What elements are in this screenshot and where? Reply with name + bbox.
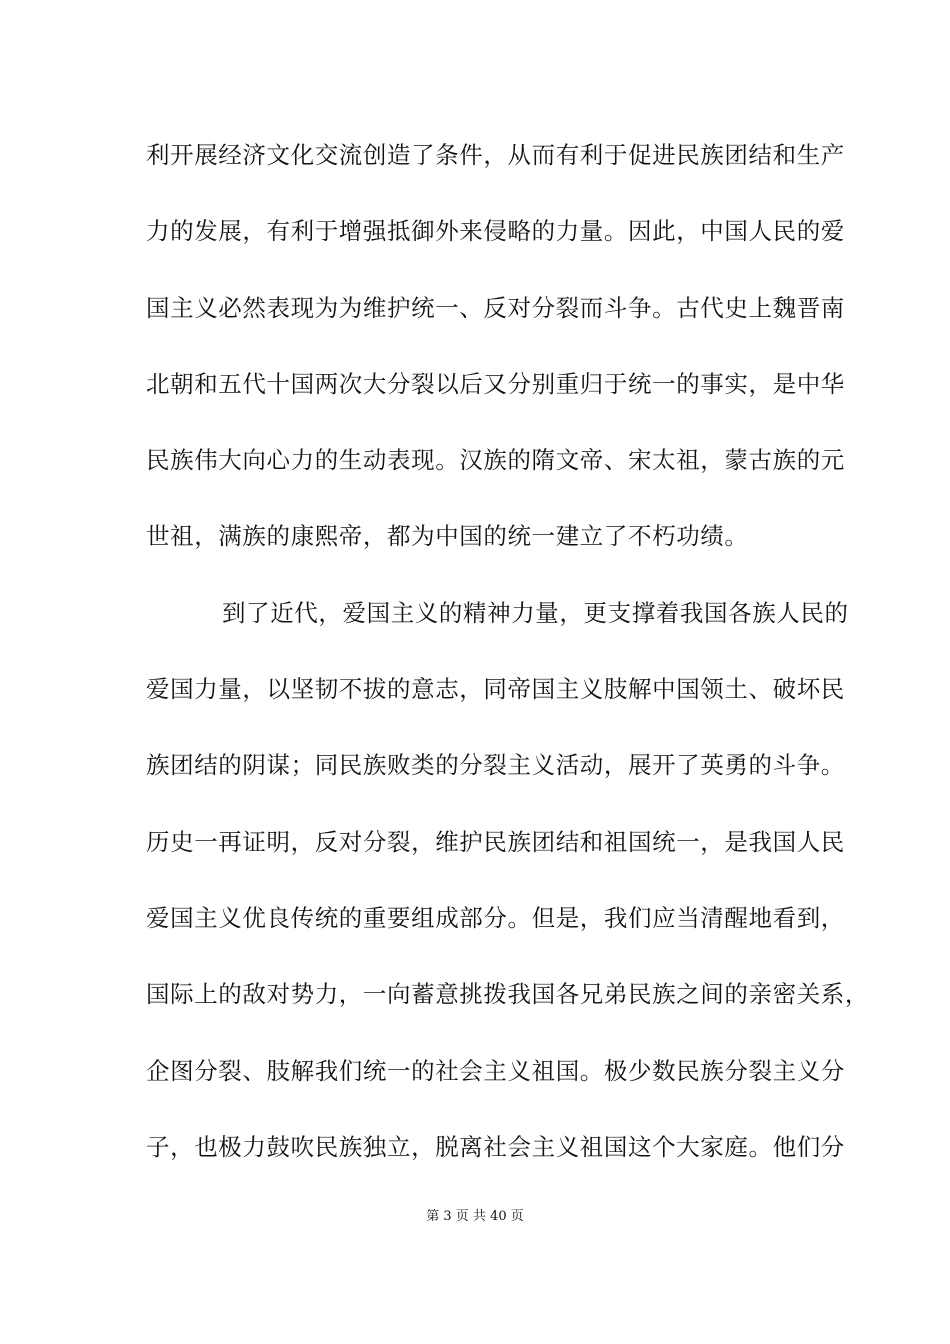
text-line: 历史一再证明，反对分裂，维护民族团结和祖国统一，是我国人民: [146, 827, 845, 856]
text-line: 国主义必然表现为为维护统一、反对分裂而斗争。古代史上魏晋南: [146, 293, 845, 322]
text-line: 国际上的敌对势力，一向蓄意挑拨我国各兄弟民族之间的亲密关系，: [146, 980, 869, 1009]
text-line: 族团结的阴谋；同民族败类的分裂主义活动，展开了英勇的斗争。: [146, 751, 845, 780]
text-line: 力的发展，有利于增强抵御外来侵略的力量。因此，中国人民的爱: [146, 217, 845, 246]
text-line: 子，也极力鼓吹民族独立，脱离社会主义祖国这个大家庭。他们分: [146, 1132, 845, 1161]
page-number: 第 3 页 共 40 页: [426, 1209, 524, 1224]
text-line: 爱国主义优良传统的重要组成部分。但是，我们应当清醒地看到，: [146, 903, 845, 932]
text-line: 企图分裂、肢解我们统一的社会主义祖国。极少数民族分裂主义分: [146, 1056, 845, 1085]
text-line: 爱国力量，以坚韧不拔的意志，同帝国主义肢解中国领土、破坏民: [146, 675, 845, 704]
text-line: 民族伟大向心力的生动表现。汉族的隋文帝、宋太祖，蒙古族的元: [146, 446, 845, 475]
text-line: 北朝和五代十国两次大分裂以后又分别重归于统一的事实，是中华: [146, 369, 845, 398]
text-line: 世祖，满族的康熙帝，都为中国的统一建立了不朽功绩。: [146, 522, 749, 551]
paragraph-start-line: 到了近代，爱国主义的精神力量，更支撑着我国各族人民的: [222, 598, 849, 627]
text-line: 利开展经济文化交流创造了条件，从而有利于促进民族团结和生产: [146, 141, 845, 169]
body-text: [146, 135, 869, 1203]
